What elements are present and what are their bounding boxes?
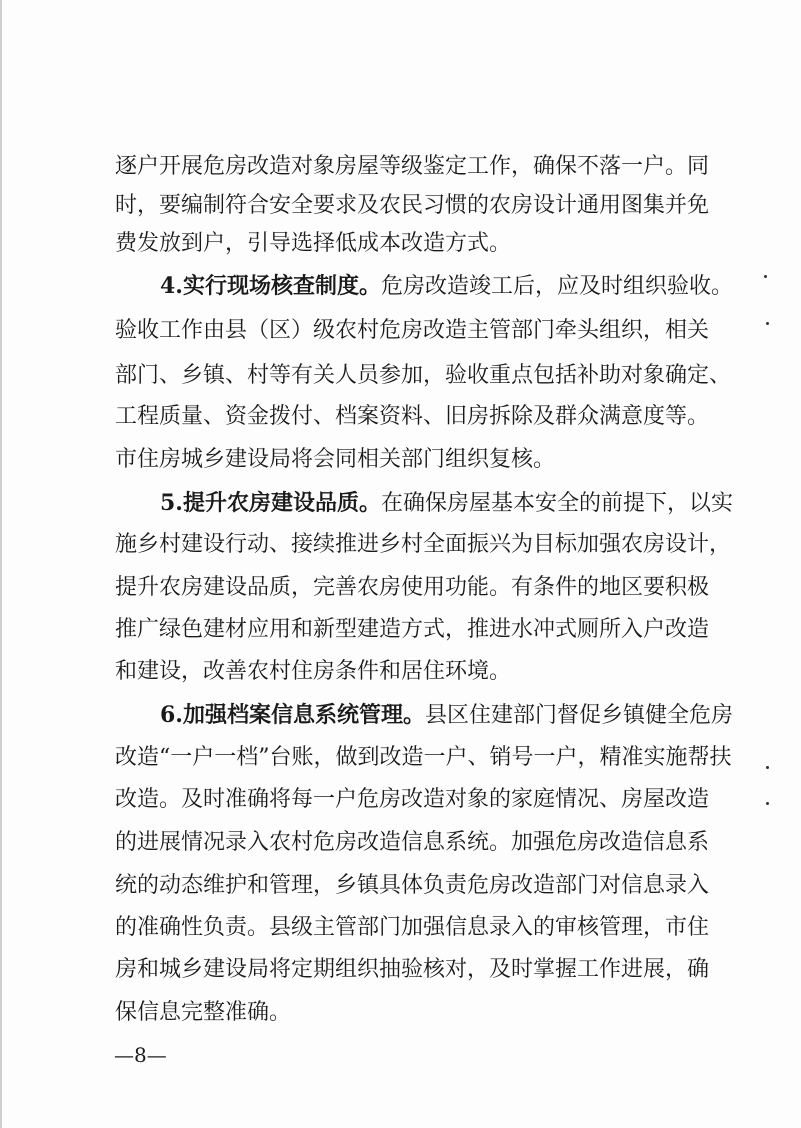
paragraph-5-first-line-text: 在确保房屋基本安全的前提下，以实 <box>380 491 733 516</box>
scan-edge-left <box>0 0 2 1128</box>
paragraph-4-line-3: 部门、乡镇、村等有关人员参加，验收重点包括补助对象确定、 <box>115 363 732 388</box>
page-number: —8— <box>114 1043 167 1067</box>
paragraph-6-line-5: 统的动态维护和管理，乡镇具体负责危房改造部门对信息录入 <box>115 873 710 898</box>
paragraph-6-line-6: 的准确性负责。县级主管部门加强信息录入的审核管理，市住 <box>115 915 710 940</box>
paragraph-6-heading: 6.加强档案信息系统管理。 <box>160 702 425 728</box>
paragraph-4-line-4: 工程质量、资金拨付、档案资料、旧房拆除及群众满意度等。 <box>115 404 710 429</box>
paragraph-5-line-2: 施乡村建设行动、接续推进乡村全面振兴为目标加强农房设计， <box>115 532 732 557</box>
paragraph-1-line-1: 逐户开展危房改造对象房屋等级鉴定工作，确保不落一户。同 <box>115 154 710 179</box>
paragraph-4-line-5: 市住房城乡建设局将会同相关部门组织复核。 <box>115 447 556 472</box>
paragraph-1-line-3: 费发放到户，引导选择低成本改造方式。 <box>115 231 512 256</box>
paragraph-6-line-4: 的进展情况录入农村危房改造信息系统。加强危房改造信息系 <box>115 830 710 855</box>
scan-speck <box>764 275 767 278</box>
paragraph-6-line-7: 房和城乡建设局将定期组织抽验核对，及时掌握工作进展，确 <box>115 957 710 982</box>
paragraph-5-heading: 5.提升农房建设品质。 <box>160 490 381 516</box>
scan-speck <box>766 802 769 805</box>
paragraph-6-first-line-text: 县区住建部门督促乡镇健全危房 <box>424 703 733 728</box>
paragraph-4-line-1 <box>160 266 733 306</box>
paragraph-5-line-1 <box>160 483 733 523</box>
paragraph-6-line-2: 改造“一户一档”台账，做到改造一户、销号一户，精准实施帮扶 <box>115 745 732 770</box>
paragraph-6-line-1 <box>160 695 733 735</box>
paragraph-4-heading: 4.实行现场核查制度。 <box>160 273 381 299</box>
paragraph-5-line-5: 和建设，改善农村住房条件和居住环境。 <box>115 659 512 684</box>
scan-speck <box>766 322 769 325</box>
paragraph-6-line-3: 改造。及时准确将每一户危房改造对象的家庭情况、房屋改造 <box>115 787 710 812</box>
paragraph-4-line-2: 验收工作由县（区）级农村危房改造主管部门牵头组织，相关 <box>115 318 710 343</box>
paragraph-5-line-3: 提升农房建设品质，完善农房使用功能。有条件的地区要积极 <box>115 575 710 600</box>
paragraph-1-line-2: 时，要编制符合安全要求及农民习惯的农房设计通用图集并免 <box>115 193 710 218</box>
paragraph-4-first-line-text: 危房改造竣工后，应及时组织验收。 <box>380 274 733 299</box>
paragraph-6-line-8: 保信息完整准确。 <box>115 1000 292 1025</box>
scan-speck <box>766 766 769 769</box>
paragraph-5-line-4: 推广绿色建材应用和新型建造方式，推进水冲式厕所入户改造 <box>115 617 710 642</box>
